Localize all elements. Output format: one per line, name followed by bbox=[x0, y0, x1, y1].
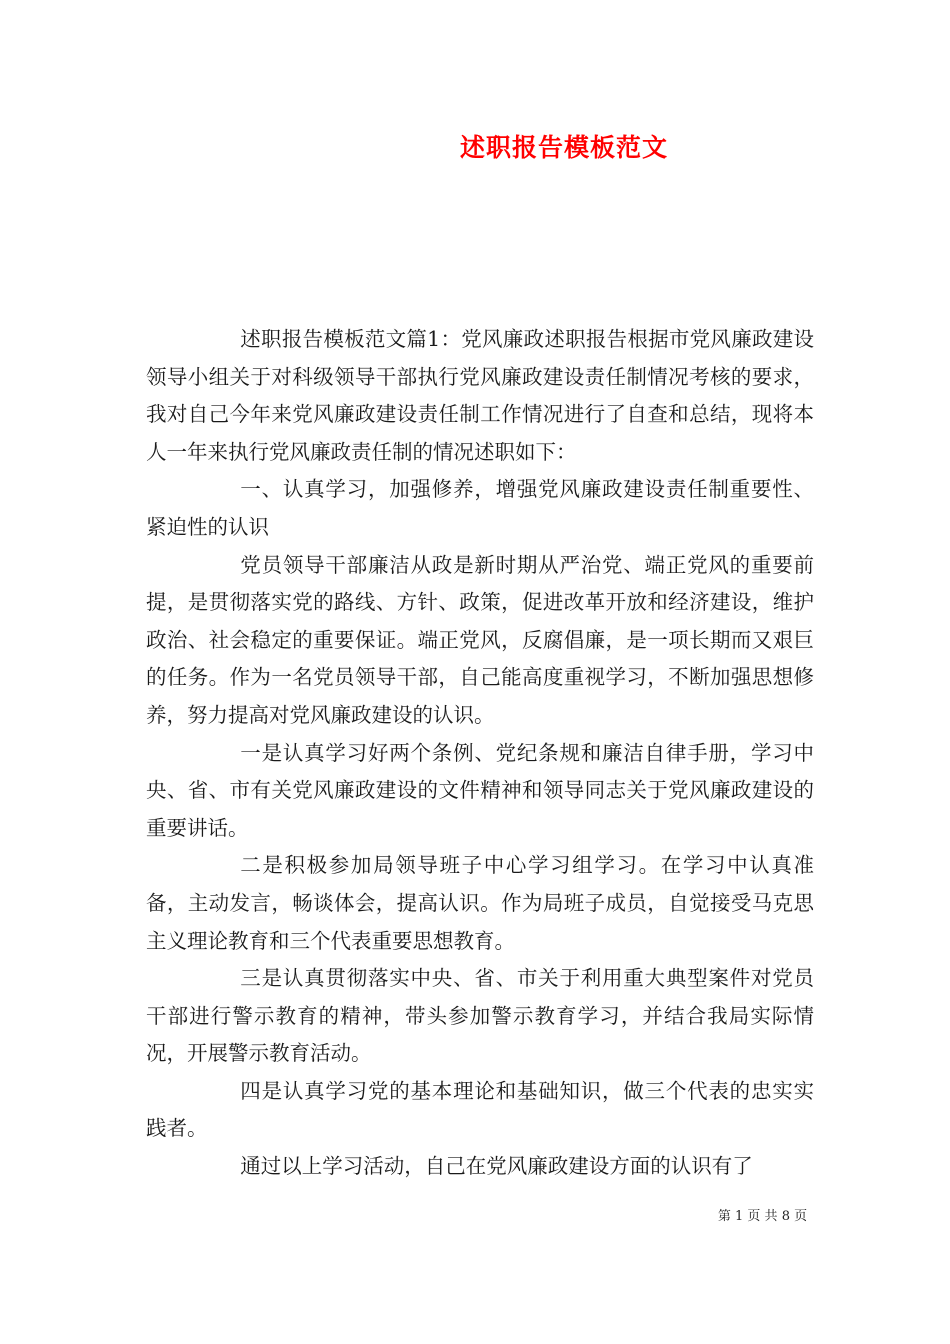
document-title: 述职报告模板范文 bbox=[459, 133, 668, 162]
paragraph-point-four: 四是认真学习党的基本理论和基础知识，做三个代表的忠实实践者。 bbox=[146, 1078, 814, 1141]
paragraph-conclusion: 通过以上学习活动，自己在党风廉政建设方面的认识有了 bbox=[240, 1154, 753, 1179]
paragraph-point-three: 三是认真贯彻落实中央、省、市关于利用重大典型案件对党员干部进行警示教育的精神，带头参加警示教育学习，并结合我局实际情况，开展警示教育活动。 bbox=[146, 966, 814, 1066]
page-number-footer: 第 1 页 共 8 页 bbox=[717, 1209, 808, 1224]
document-body bbox=[146, 321, 814, 1186]
paragraph-importance: 党员领导干部廉洁从政是新时期从严治党、端正党风的重要前提，是贯彻落实党的路线、方针、政策，促进改革开放和经济建设，维护政治、社会稳定的重要保证。端正党风，反腐倡廉，是一项长期而又艰巨的任务。作为一名党员领导干部，自己能高度重视学习，不断加强思想修养，努力提高对党风廉政建设的认识。 bbox=[146, 552, 814, 727]
paragraph-intro: 述职报告模板范文篇1：党风廉政述职报告根据市党风廉政建设领导小组关于对科级领导干部执行党风廉政建设责任制情况考核的要求，我对自己今年来党风廉政建设责任制工作情况进行了自查和总结，现将本人一年来执行党风廉政责任制的情况述职如下： bbox=[146, 327, 814, 464]
paragraph-point-one: 一是认真学习好两个条例、党纪条规和廉洁自律手册，学习中央、省、市有关党风廉政建设的文件精神和领导同志关于党风廉政建设的重要讲话。 bbox=[146, 740, 814, 840]
paragraph-point-two: 二是积极参加局领导班子中心学习组学习。在学习中认真准备，主动发言，畅谈体会，提高认识。作为局班子成员，自觉接受马克思主义理论教育和三个代表重要思想教育。 bbox=[146, 853, 814, 953]
paragraph-section-heading: 一、认真学习，加强修养，增强党风廉政建设责任制重要性、紧迫性的认识 bbox=[146, 477, 814, 539]
